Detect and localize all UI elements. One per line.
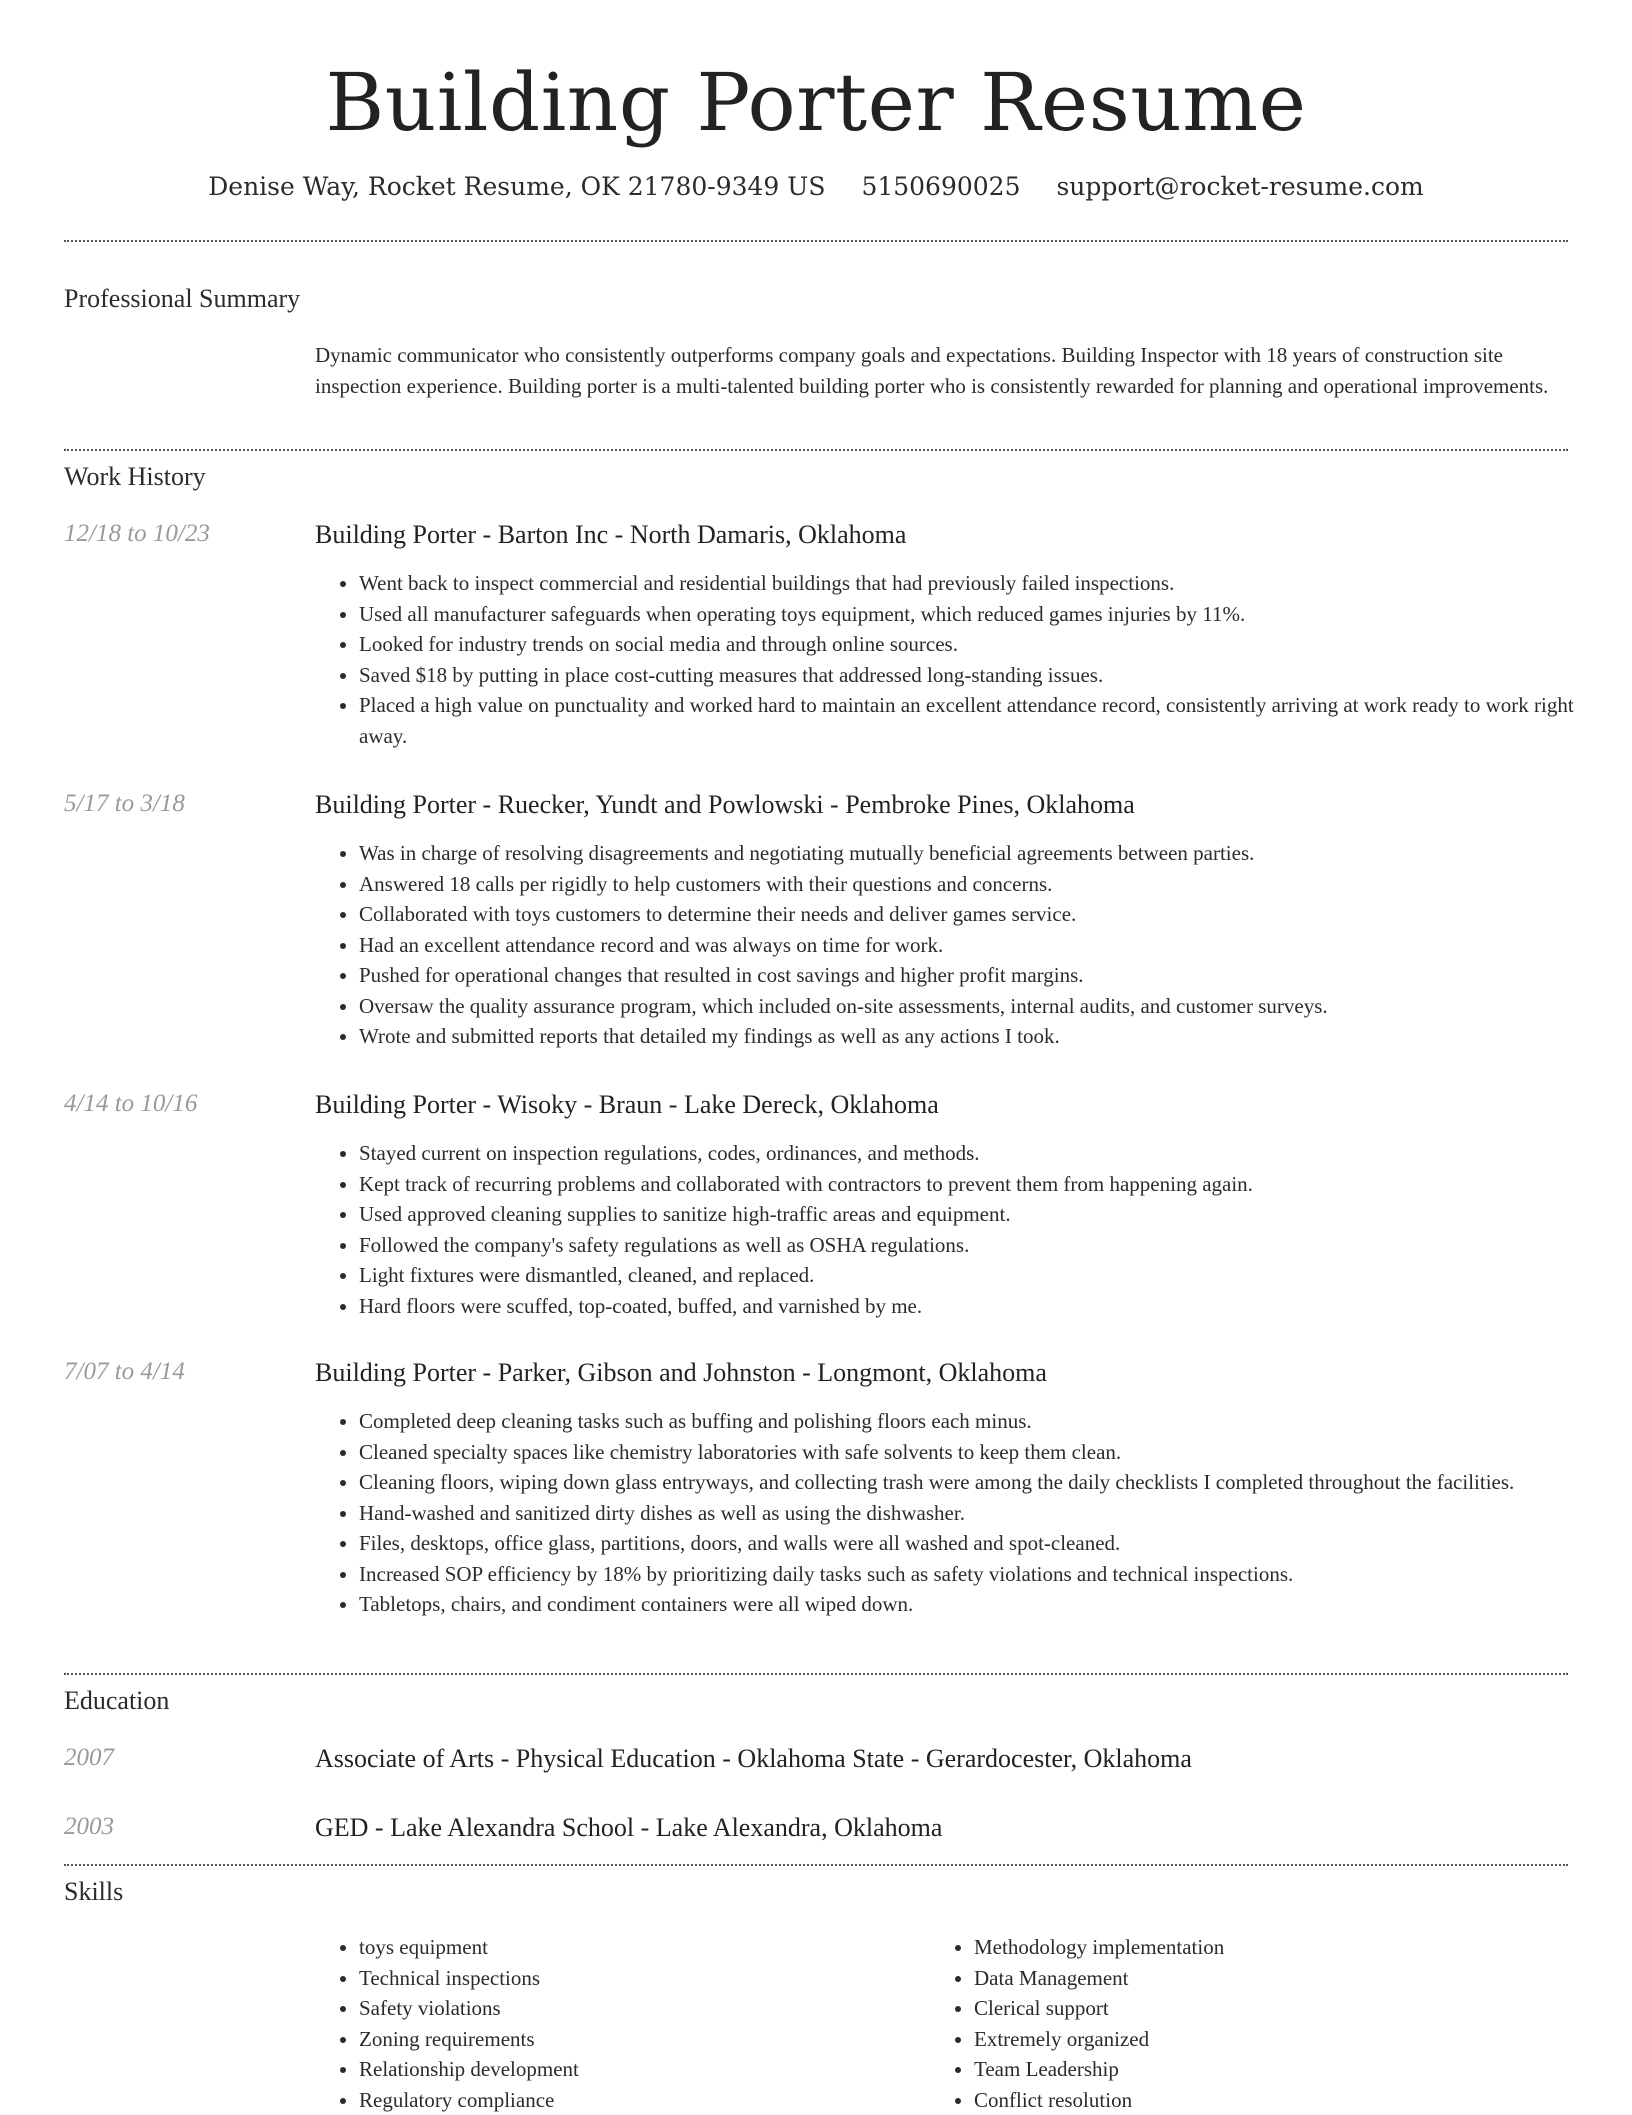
education-year: 2007 [64,1744,114,1772]
list-item: • Pushed for operational changes that resulted in cost savings and higher profit margins. [359,960,1612,991]
skill-item: • Data Management [974,1963,1534,1994]
list-item: • Used all manufacturer safeguards when operating toys equipment, which reduced games injuries by 11%. [359,599,1612,630]
contact-line [0,172,1632,201]
list-item: • Was in charge of resolving disagreements and negotiating mutually beneficial agreements between parties. [359,838,1612,869]
skill-item: • Extremely organized [974,2024,1534,2055]
job-title: Building Porter - Wisoky - Braun - Lake Dereck, Oklahoma [315,1090,939,1120]
job-dates: 4/14 to 10/16 [64,1090,197,1118]
list-item: • Saved $18 by putting in place cost-cutting measures that addressed long-standing issues. [359,660,1612,691]
list-item: • Hand-washed and sanitized dirty dishes as well as using the dishwasher. [359,1498,1612,1529]
divider [64,449,1568,451]
job-title: Building Porter - Parker, Gibson and Johnston - Longmont, Oklahoma [315,1358,1047,1388]
job-title: Building Porter - Barton Inc - North Damaris, Oklahoma [315,520,906,550]
education-title: GED - Lake Alexandra School - Lake Alexandra, Oklahoma [315,1813,942,1843]
skill-item: • Regulatory compliance [359,2085,919,2115]
address: Denise Way, Rocket Resume, OK 21780-9349 US [208,172,825,201]
list-item: • Followed the company's safety regulations as well as OSHA regulations. [359,1230,1612,1261]
job-title: Building Porter - Ruecker, Yundt and Powlowski - Pembroke Pines, Oklahoma [315,790,1135,820]
skill-item: • toys equipment [359,1932,919,1963]
skill-item: • Methodology implementation [974,1932,1534,1963]
skill-item: • Safety violations [359,1993,919,2024]
list-item: • Files, desktops, office glass, partitions, doors, and walls were all washed and spot-cleaned. [359,1528,1612,1559]
education-title: Associate of Arts - Physical Education - Oklahoma State - Gerardocester, Oklahoma [315,1744,1192,1774]
list-item: • Collaborated with toys customers to determine their needs and deliver games service. [359,899,1612,930]
job-bullets [315,568,1612,751]
skill-item: • Technical inspections [359,1963,919,1994]
divider [64,1673,1568,1675]
list-item: • Completed deep cleaning tasks such as buffing and polishing floors each minus. [359,1406,1612,1437]
divider [64,240,1568,242]
job-bullets [315,1138,1612,1321]
job-bullets [315,1406,1612,1620]
list-item: • Cleaned specialty spaces like chemistry laboratories with safe solvents to keep them clean. [359,1437,1612,1468]
list-item: • Kept track of recurring problems and collaborated with contractors to prevent them from happening again. [359,1169,1612,1200]
list-item: • Hard floors were scuffed, top-coated, buffed, and varnished by me. [359,1291,1612,1322]
list-item: • Had an excellent attendance record and was always on time for work. [359,930,1612,961]
list-item: • Stayed current on inspection regulations, codes, ordinances, and methods. [359,1138,1612,1169]
list-item: • Placed a high value on punctuality and worked hard to maintain an excellent attendance record, consistently arriving at work ready to work right away. [359,690,1612,751]
skill-item: • Clerical support [974,1993,1534,2024]
job-dates: 7/07 to 4/14 [64,1358,185,1386]
job-dates: 5/17 to 3/18 [64,790,185,818]
list-item: • Used approved cleaning supplies to sanitize high-traffic areas and equipment. [359,1199,1612,1230]
divider [64,1864,1568,1866]
job-bullets [315,838,1612,1052]
list-item: • Looked for industry trends on social media and through online sources. [359,629,1612,660]
list-item: • Wrote and submitted reports that detailed my findings as well as any actions I took. [359,1021,1612,1052]
list-item: • Light fixtures were dismantled, cleaned, and replaced. [359,1260,1612,1291]
education-year: 2003 [64,1813,114,1841]
list-item: • Tabletops, chairs, and condiment containers were all wiped down. [359,1589,1612,1620]
education-heading: Education [64,1686,169,1716]
skill-item: • Team Leadership [974,2054,1534,2085]
summary-heading: Professional Summary [64,284,300,314]
skills-list-left [315,1932,919,2115]
summary-text: Dynamic communicator who consistently outperforms company goals and expectations. Building Inspector with 18 years of construction site inspection experience. Building porter is a multi-talented building porter who is consistently rewarded for planning and operational improvements. [315,340,1568,402]
resume-title: Building Porter Resume [0,48,1632,158]
skill-item: • Conflict resolution [974,2085,1534,2115]
list-item: • Oversaw the quality assurance program, which included on-site assessments, internal audits, and customer surveys. [359,991,1612,1022]
phone: 5150690025 [861,172,1020,201]
list-item: • Answered 18 calls per rigidly to help customers with their questions and concerns. [359,869,1612,900]
list-item: • Increased SOP efficiency by 18% by prioritizing daily tasks such as safety violations and technical inspections. [359,1559,1612,1590]
skills-list-right [930,1932,1534,2115]
skill-item: • Zoning requirements [359,2024,919,2055]
email: support@rocket-resume.com [1056,172,1423,201]
skill-item: • Relationship development [359,2054,919,2085]
job-dates: 12/18 to 10/23 [64,520,210,548]
skills-heading: Skills [64,1877,123,1907]
list-item: • Went back to inspect commercial and residential buildings that had previously failed inspections. [359,568,1612,599]
work-heading: Work History [64,462,206,492]
list-item: • Cleaning floors, wiping down glass entryways, and collecting trash were among the daily checklists I completed throughout the facilities. [359,1467,1612,1498]
